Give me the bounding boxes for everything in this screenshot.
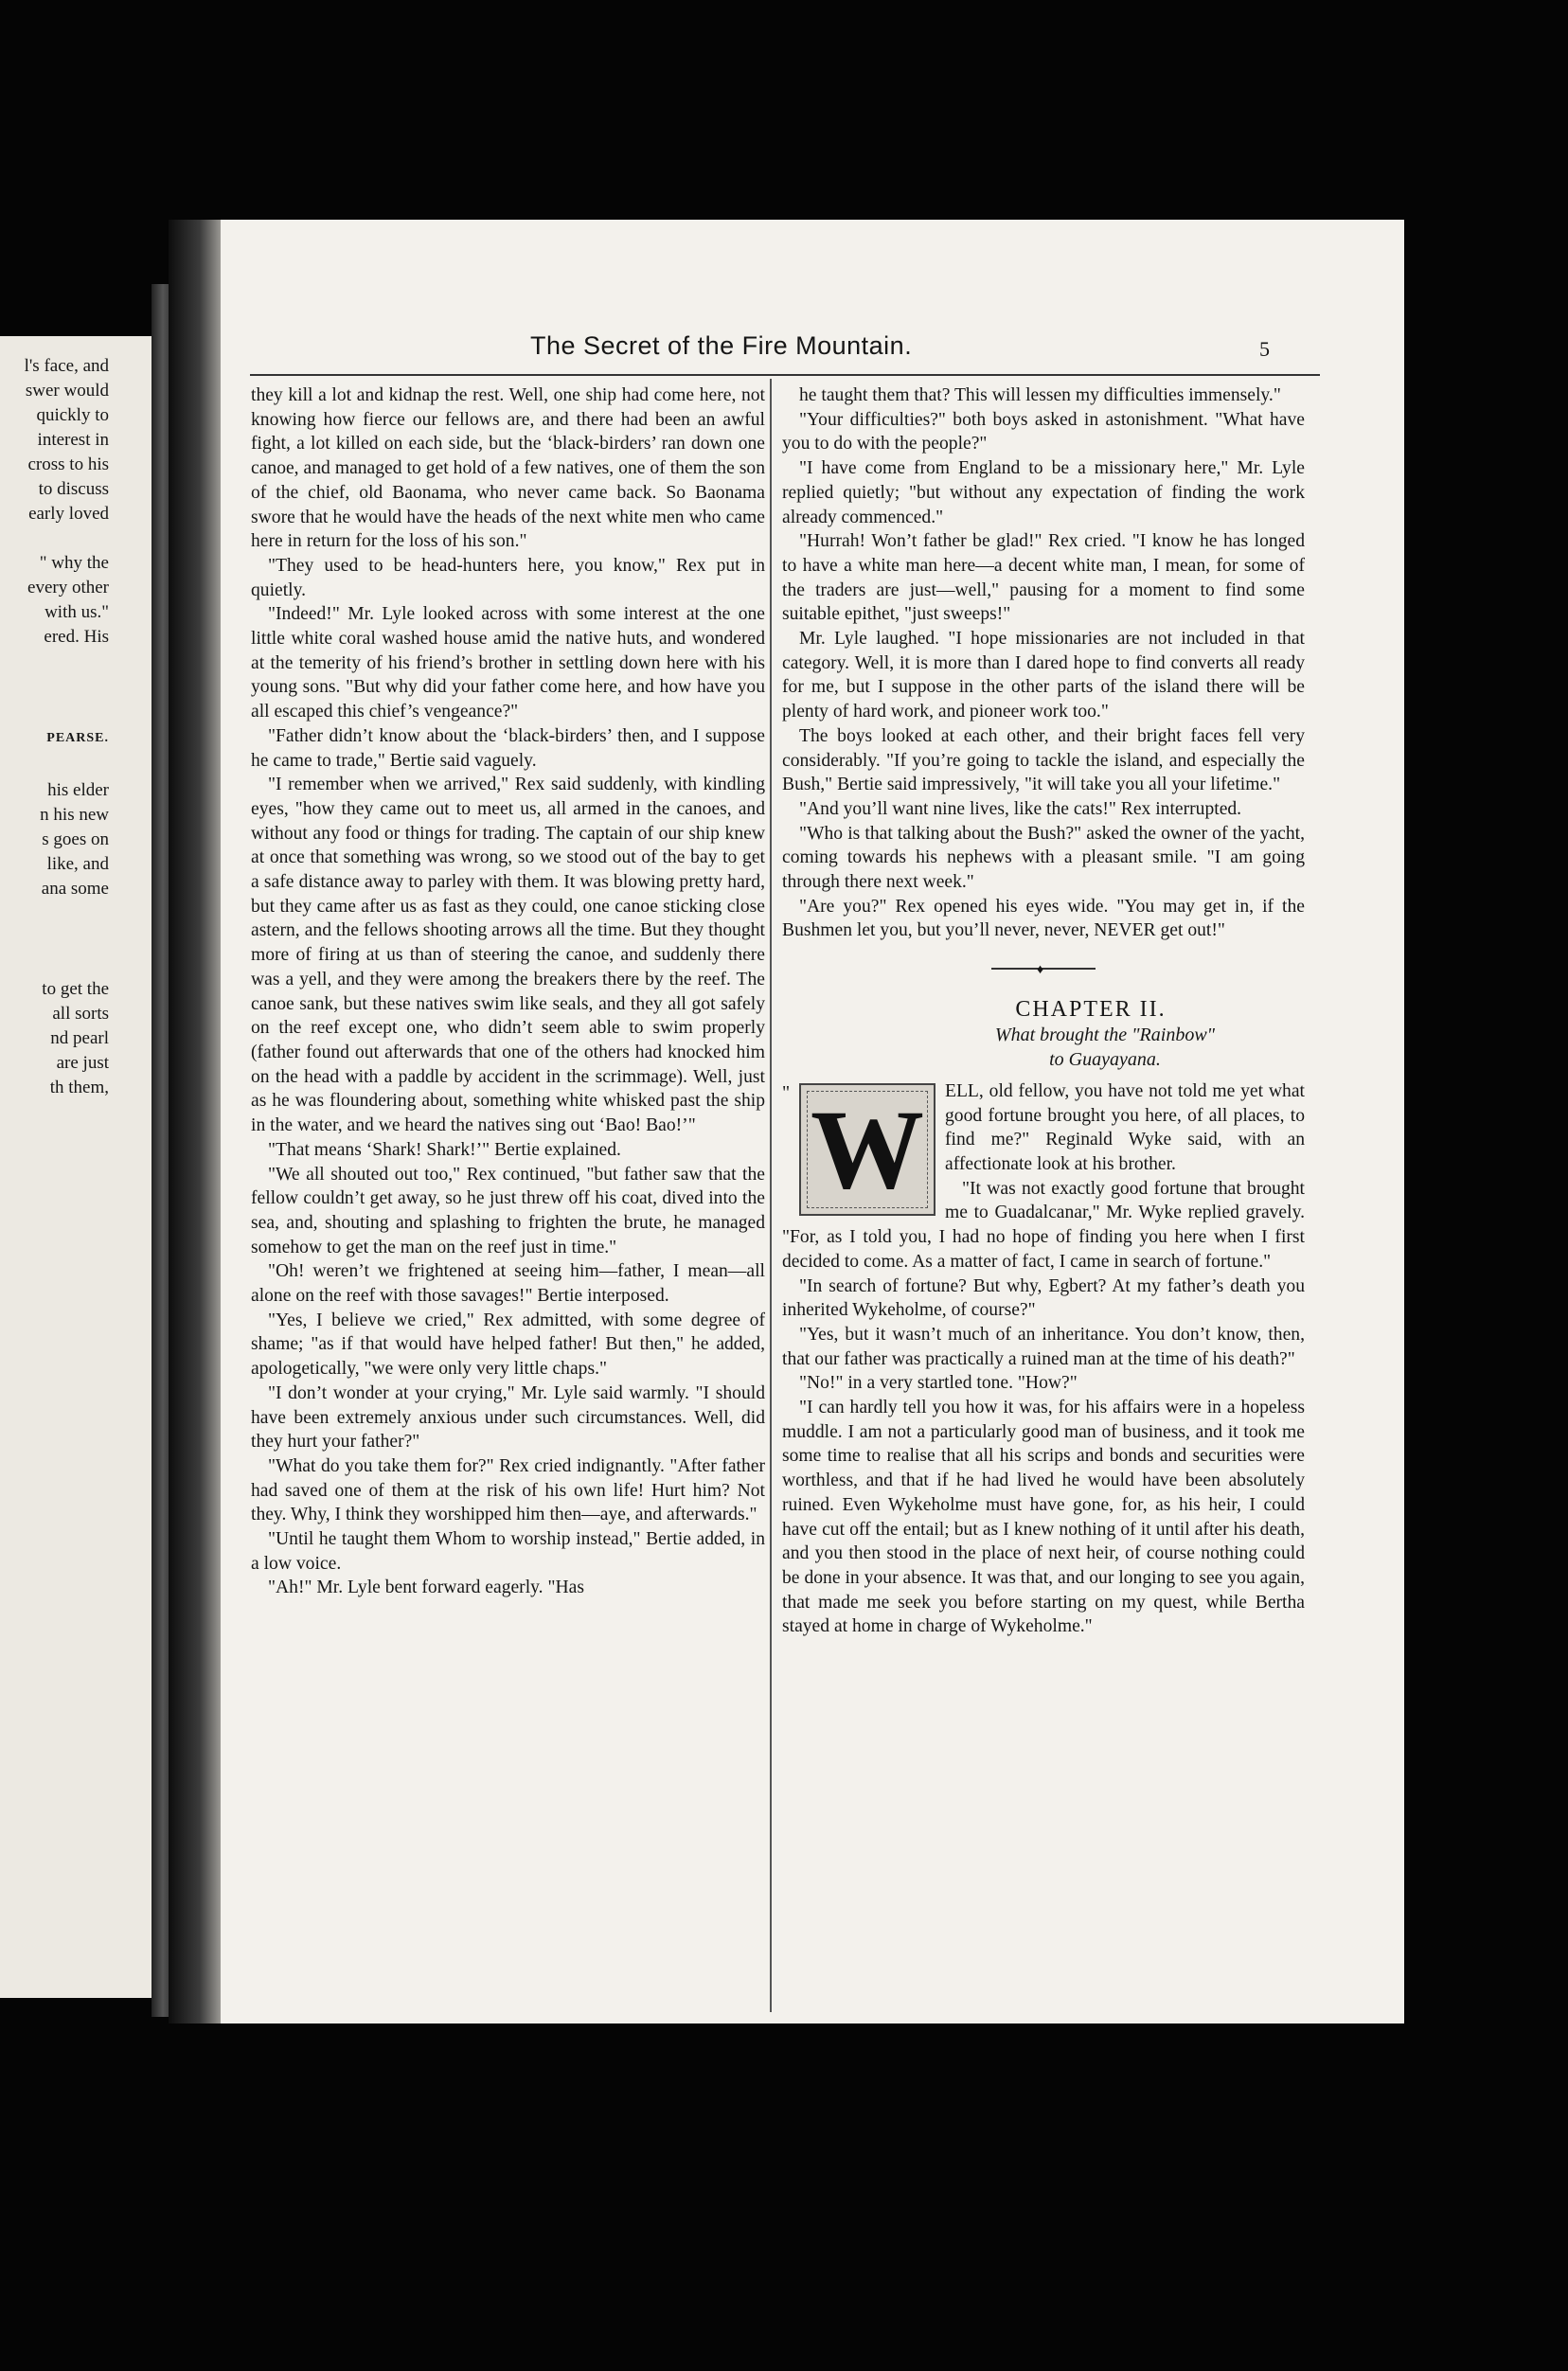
paragraph: "What do you take them for?" Rex cried indignantly. "After father had saved one of them at the risk of his own life! Hurt him? Not they. Why, I think they worshipped him then—aye, and afterwards." [251, 1455, 765, 1525]
previous-page-line: ana some [41, 879, 109, 899]
paragraph: "Until he taught them Whom to worship instead," Bertie added, in a low voice. [251, 1529, 765, 1574]
previous-page-line: every other [27, 578, 109, 597]
paragraph: Mr. Lyle laughed. "I hope missionaries are not included in that category. Well, it is more than I dared hope to find converts all ready for me, but I suppose in the other parts of the island there will be plenty of hard work, and pioneer work too." [782, 629, 1305, 722]
previous-page-line: interest in [37, 430, 109, 450]
left-column [251, 383, 765, 1600]
paragraph: "That means ‘Shark! Shark!’" Bertie explained. [268, 1139, 621, 1160]
previous-page-fragment [0, 336, 166, 1998]
chapter-paragraph: "It was not exactly good fortune that brought me to Guadalcanar," Mr. Wyke replied gravely. "For, as I told you, I had no hope of finding you here when I first decided to come. As a matter of fact, I came in search of fortune." [782, 1178, 1305, 1272]
chapter-subtitle-line2: to Guayayana. [1049, 1048, 1161, 1070]
previous-page-line: n his new [40, 805, 109, 825]
chapter-title: CHAPTER II. [1015, 997, 1167, 1023]
previous-page-line: l's face, and [24, 356, 109, 376]
previous-page-line: to discuss [38, 479, 109, 499]
header-rule [250, 374, 1320, 376]
chapter-paragraph: "I can hardly tell you how it was, for his affairs were in a hopeless muddle. I am not a particularly good man of business, and it took me some time to realise that all his scrips and bonds and securities were worthless, and that if he had lived he would have been absolutely ruined. Even Wykeholme must have gone, for, as his heir, I could have cut off the entail; but as I knew nothing of it until after his death, and you then stood in the place of next heir, of course nothing could be done in your absence. It was that, and our longing to see you again, that made me seek you before starting on my quest, while Bertha stayed at home in charge of Wykeholme." [782, 1398, 1305, 1637]
paragraph: "We all shouted out too," Rex continued, "but father saw that the fellow couldn’t get away, so he just threw off his coat, dived into the sea, and, shouting and splashing to frighten the brute, he managed somehow to get the man on the reef just in time." [251, 1164, 765, 1257]
running-title: The Secret of the Fire Mountain. [530, 331, 913, 360]
paragraph: "They used to be head-hunters here, you know," Rex put in quietly. [251, 555, 765, 600]
previous-page-line: " why the [39, 553, 109, 573]
chapter-paragraph: "Yes, but it wasn’t much of an inheritance. You don’t know, then, that our father was practically a ruined man at the time of his death?" [782, 1324, 1305, 1369]
chapter-first-paragraph: ELL, old fellow, you have not told me yet what good fortune brought you here, of all places, to find me?" Reginald Wyke said, with an affectionate look at his brother. [945, 1080, 1305, 1174]
chapter-opening [782, 1079, 1305, 1213]
paragraph: "And you’ll want nine lives, like the cats!" Rex interrupted. [799, 798, 1242, 819]
chapter-paragraph: "In search of fortune? But why, Egbert? At my father’s death you inherited Wykeholme, of course?" [782, 1275, 1305, 1321]
paragraph: "Who is that talking about the Bush?" asked the owner of the yacht, coming towards his nephews with a pleasant smile. "I am going through there next week." [782, 823, 1305, 893]
paragraph: "Oh! weren’t we frightened at seeing him—father, I mean—all alone on the reef with those savages!" Bertie interposed. [251, 1261, 765, 1307]
previous-page-line: cross to his [27, 455, 109, 474]
previous-page-line: like, and [46, 854, 109, 874]
previous-page-line: to get the [42, 979, 109, 999]
opening-quote: " [782, 1081, 791, 1103]
previous-page-line: swer would [25, 381, 109, 401]
paragraph: "Hurrah! Won’t father be glad!" Rex cried. "I know he has longed to have a white man here—a decent white man, I mean, for some of the traders are just—well," pausing for a moment to find some suitable epithet, "just sweeps!" [782, 531, 1305, 625]
previous-page-line: PEARSE. [46, 731, 109, 745]
paragraph: he taught them that? This will lessen my difficulties immensely." [799, 385, 1281, 405]
page-gutter-shadow [169, 220, 221, 2023]
paragraph: they kill a lot and kidnap the rest. Well, one ship had come here, not knowing how fierce our fellows are, and there had been an awful fight, a lot killed on each side, but the ‘black-birders’ ran down one canoe, and managed to get hold of a few natives, one of them the son of the chief, old Baonama, who never came back. So Baonama swore that he would have the heads of the next white men who came here in return for the loss of his son." [251, 385, 765, 552]
paragraph: "I remember when we arrived," Rex said suddenly, with kindling eyes, "how they came out to meet us, all armed in the canoes, and without any food or things for trading. The captain of our ship knew at once that something was wrong, so we stood out of the bay to get a safe distance away to parley with them. It was blowing pretty hard, but they came after us as fast as they could, one canoe sticking close astern, and the fellows shooting arrows all the time. But they thought more of firing at us than of steering the canoe, and suddenly there was a yell, and they were among the breakers there by the reef. The canoe sank, but these natives swim like seals, and they all got safely on the reef except one, who didn’t seem able to swim properly (father found out afterwards that one of the others had knocked him on the head with a paddle by accident in the scrimmage). Well, just as he was floundering about, something white whisked past the ship in the water, and we heard the natives sing out ‘Bao! Bao!’" [251, 775, 765, 1136]
previous-page-line: ered. His [44, 627, 109, 647]
paragraph: "Ah!" Mr. Lyle bent forward eagerly. "Has [268, 1578, 584, 1598]
previous-page-line: his elder [47, 780, 109, 800]
paragraph: "Yes, I believe we cried," Rex admitted, with some degree of shame; "as if that would have helped father! But then," he added, apologetically, "we were only very little chaps." [251, 1310, 765, 1380]
column-divider [770, 379, 772, 2012]
paragraph: "Father didn’t know about the ‘black-birders’ then, and I suppose he came to trade," Bertie said vaguely. [251, 725, 765, 771]
previous-page-line: th them, [49, 1078, 109, 1097]
previous-page-line: nd pearl [50, 1028, 109, 1048]
decorated-drop-cap: W [799, 1083, 935, 1216]
chapter-paragraph: "No!" in a very startled tone. "How?" [799, 1373, 1078, 1394]
page-number: 5 [1259, 337, 1270, 361]
chapter-subtitle [782, 1023, 1305, 1072]
previous-page-line: all sorts [52, 1004, 109, 1024]
previous-page-line: quickly to [36, 405, 109, 425]
paragraph: "Are you?" Rex opened his eyes wide. "You may get in, if the Bushmen let you, but you’ll never, never, NEVER get out!" [782, 896, 1305, 941]
previous-page-line: s goes on [42, 829, 109, 849]
paragraph: "I have come from England to be a missionary here," Mr. Lyle replied quietly; "but without any expectation of finding the work already commenced." [782, 458, 1305, 527]
paragraph: "Indeed!" Mr. Lyle looked across with some interest at the one little white coral washed house amid the native huts, and wondered at the temerity of his friend’s brother in settling down here with his young sons. "But why did your father come here, and how have you all escaped this chief’s vengeance?" [251, 604, 765, 722]
paragraph: "I don’t wonder at your crying," Mr. Lyle said warmly. "I should have been extremely anxious under such circumstances. Well, did they hurt your father?" [251, 1382, 765, 1453]
right-column [782, 383, 1305, 1639]
section-ornament [782, 943, 1305, 989]
previous-page-line: with us." [45, 602, 109, 622]
paragraph: The boys looked at each other, and their bright faces fell very considerably. "If you’re going to tackle the island, and especially the Bush," Bertie said impressively, "it will take you all your lifetime." [782, 725, 1305, 795]
paragraph: "Your difficulties?" both boys asked in astonishment. "What have you to do with the people?" [782, 409, 1305, 455]
chapter-subtitle-line1: What brought the "Rainbow" [994, 1024, 1216, 1045]
previous-page-line: early loved [28, 504, 109, 524]
previous-page-line: are just [56, 1053, 109, 1073]
